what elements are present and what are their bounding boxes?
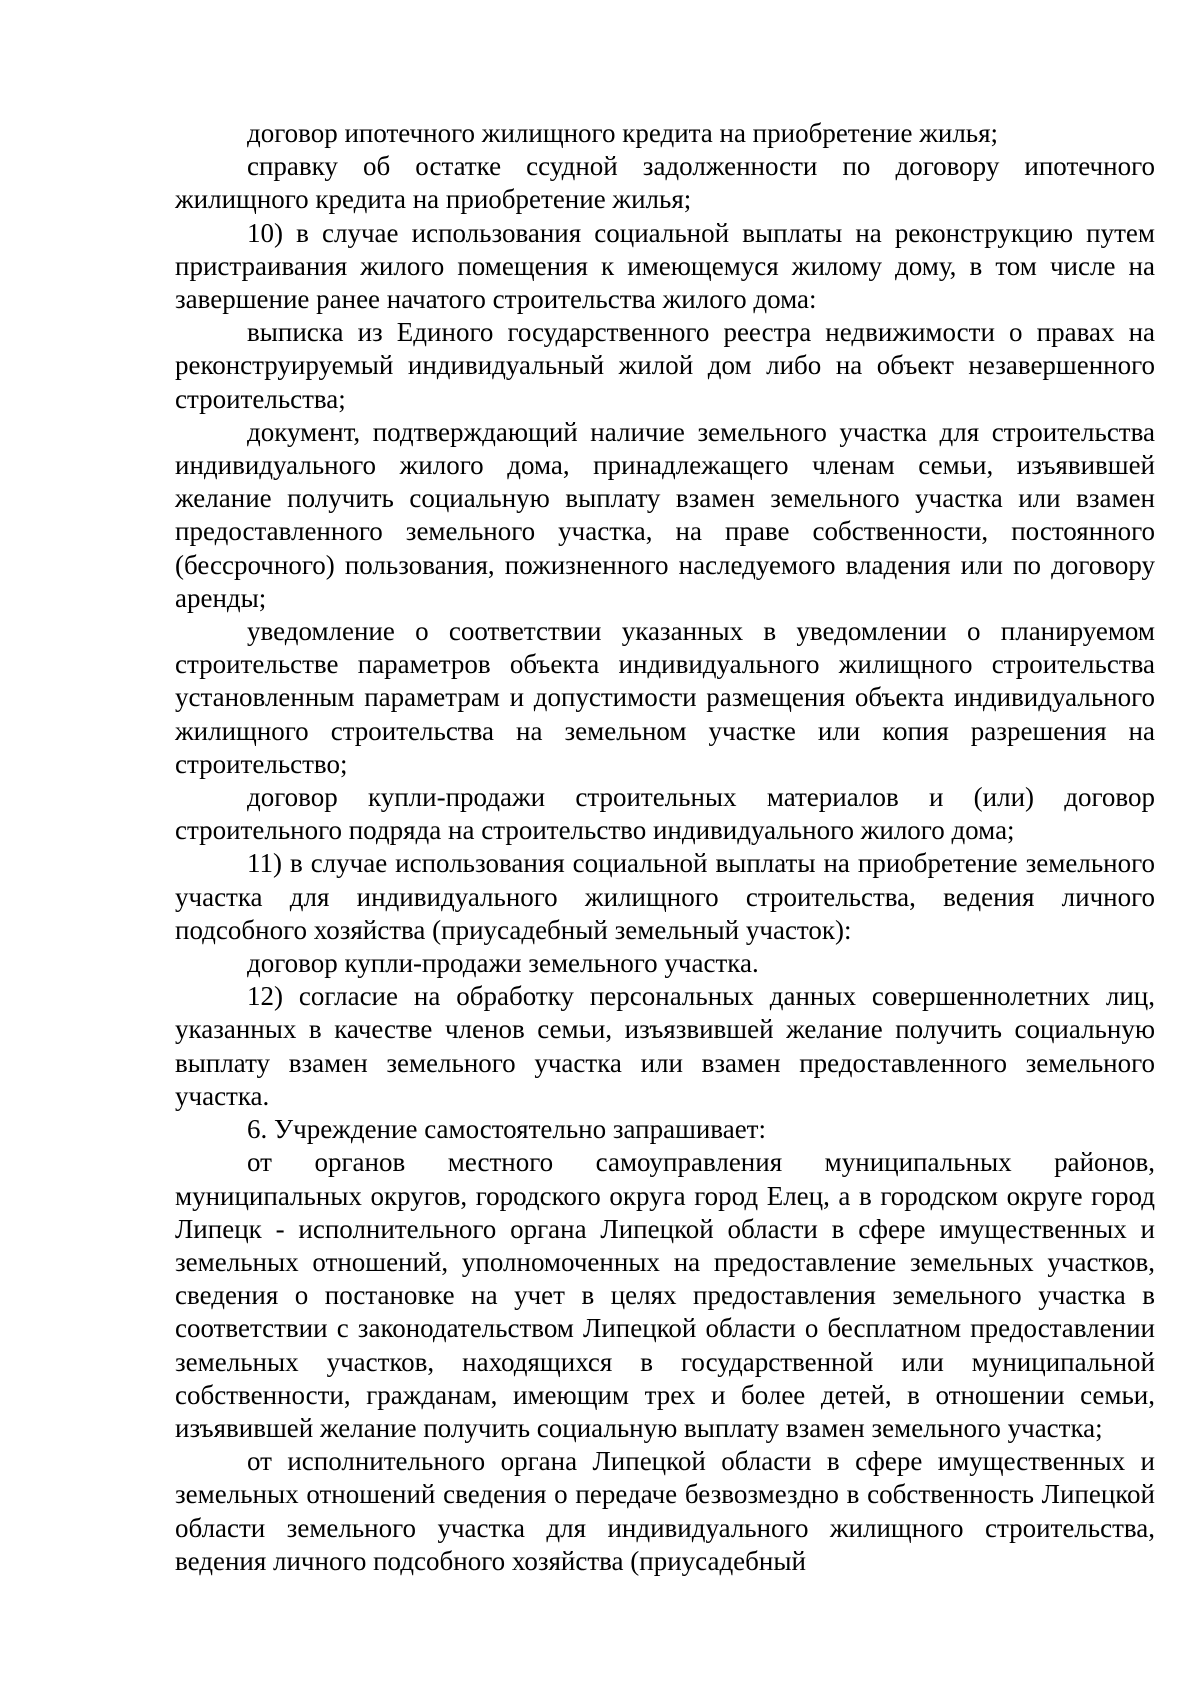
paragraph-item-11: 11) в случае использования социальной выплаты на приобретение земельного участка для индивидуального жилищного строительства, ведения личного подсобного хозяйства (приусадебный земельный участок): [175,848,1155,945]
paragraph-land-purchase-contract: договор купли-продажи земельного участка. [247,948,759,979]
paragraph-registry-extract: выписка из Единого государственного реестра недвижимости о правах на реконструируемый индивидуальный жилой дом либо на объект незавершенного строительства; [175,317,1155,414]
paragraph-regional-authority-request: от исполнительного органа Липецкой области в сфере имущественных и земельных отношений сведения о передаче безвозмездно в собственность Липецкой области земельного участка для индивидуального жилищного строительства, ведения личного подсобного хозяйства (приусадебный [175,1446,1155,1576]
paragraph-materials-contract: договор купли-продажи строительных материалов и (или) договор строительного подряда на строительство индивидуального жилого дома; [175,782,1155,846]
paragraph-loan-balance-certificate: справку об остатке ссудной задолженности по договору ипотечного жилищного кредита на приобретение жилья; [175,151,1155,215]
paragraph-construction-notice: уведомление о соответствии указанных в уведомлении о планируемом строительстве параметров объекта индивидуального жилищного строительства установленным параметрам и допустимости размещения объекта индивидуального жилищного строительства на земельном участке или копия разрешения на строительство; [175,616,1155,779]
paragraph-item-12: 12) согласие на обработку персональных данных совершеннолетних лиц, указанных в качестве членов семьи, изъязвившей желание получить социальную выплату взамен земельного участка или взамен предоставленного земельного участка. [175,981,1155,1111]
paragraph-local-authorities-request: от органов местного самоуправления муниципальных районов, муниципальных округов, городского округа город Елец, а в городском округе город Липецк - исполнительного органа Липецкой области в сфере имущественных и земельных отношений, уполномоченных на предоставление земельных участков, сведения о постановке на учет в целях предоставления земельного участка в соответствии с законодательством Липецкой области о бесплатном предоставлении земельных участков, находящихся в государственной или муниципальной собственности, гражданам, имеющим трех и более детей, в отношении семьи, изъявившей желание получить социальную выплату взамен земельного участка; [175,1147,1155,1443]
document-body [175,117,1155,1578]
paragraph-mortgage-contract: договор ипотечного жилищного кредита на приобретение жилья; [247,118,999,148]
paragraph-section-6: 6. Учреждение самостоятельно запрашивает: [247,1114,766,1145]
paragraph-item-10: 10) в случае использования социальной выплаты на реконструкцию путем пристраивания жилого помещения к имеющемуся жилому дому, в том числе на завершение ранее начатого строительства жилого дома: [175,217,1155,315]
paragraph-land-plot-document: документ, подтверждающий наличие земельного участка для строительства индивидуального жилого дома, принадлежащего членам семьи, изъявившей желание получить социальную выплату взамен земельного участка или взамен предоставленного земельного участка, на праве собственности, постоянного (бессрочного) пользования, пожизненного наследуемого владения или по договору аренды; [175,416,1155,613]
